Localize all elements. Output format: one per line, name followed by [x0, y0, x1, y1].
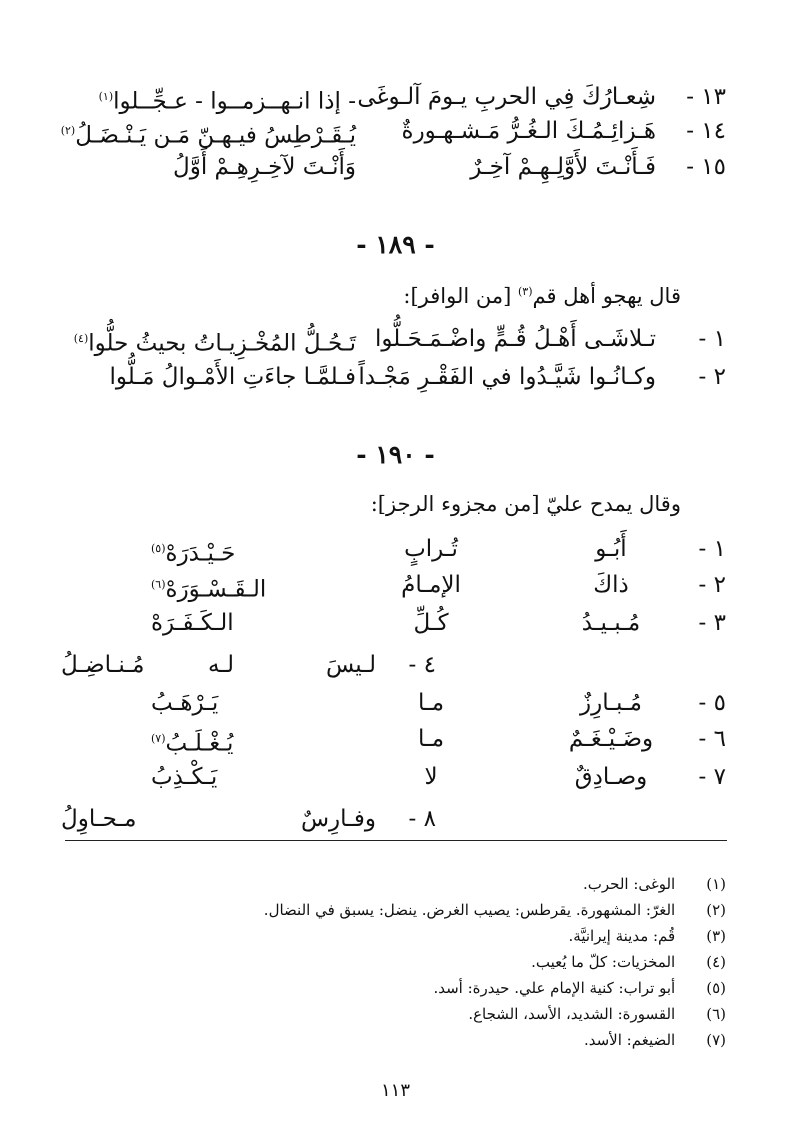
footnote-number: (٦)	[706, 1005, 726, 1023]
verse-hemistich-second	[46, 116, 356, 151]
poem-intro: وقال يمدح عليّ [من مجزوء الرجز]:	[370, 492, 681, 516]
footnote-separator	[65, 840, 727, 841]
verse-hemistich-first: شِعـارُكَ فِي الحربِ يـومَ آلـوغَى	[357, 84, 656, 110]
verse-hemistich-second: فـلمَّـا جاءَتِ الأَمْـوالُ مَـلُّوا	[109, 364, 356, 390]
verse-row	[61, 362, 726, 392]
footnote	[66, 872, 726, 896]
verse-hemistich-first: فَـأَنْـتَ لأَوَّلِـهِـمْ آخِـرٌ	[470, 154, 656, 180]
footnote-ref: (٤)	[73, 332, 89, 345]
verse-word-second: لا	[424, 764, 438, 790]
verse-word-third: الـكَـفَـرَهْ	[151, 610, 234, 636]
page-number: ١١٣	[380, 1080, 410, 1101]
footnote-ref: (٣)	[518, 285, 533, 298]
verse-row	[60, 116, 726, 149]
footnote-text: قُم: مدينة إيرانيَّة.	[568, 927, 676, 945]
verse-row	[61, 534, 726, 567]
verse-row	[61, 324, 726, 357]
footnote-number: (٢)	[706, 901, 726, 919]
footnote	[66, 924, 726, 948]
verse-word-first: مُـبـارِزٌ	[580, 690, 642, 716]
hemistich-text: تَـحُـلُّ المُخْـزِيـاتُ بحيثُ حلُّوا	[88, 330, 356, 357]
verse-word-second: مـا	[417, 690, 445, 716]
verse-word-first: أَبُـو	[595, 536, 627, 562]
verse-word-third	[151, 724, 311, 759]
verse-word-third: يَـكْـذِبُ	[151, 764, 218, 790]
verse-row	[61, 762, 726, 792]
footnote-text: أبو تراب: كنية الإمام علي. حيدرة: أسد.	[433, 979, 676, 997]
footnote-ref: (١)	[98, 90, 114, 103]
verse-number: ٨ -	[408, 806, 436, 832]
verse-number: ١ -	[698, 536, 726, 562]
footnote-number: (٥)	[706, 979, 726, 997]
verse-word-first: وصـادِقٌ	[574, 764, 648, 790]
footnote-number: (٣)	[706, 927, 726, 945]
verse-word-third: مـحـاوِلُ	[61, 806, 137, 832]
verse-number: ١ -	[698, 326, 726, 352]
footnote-text: الضيغم: الأسد.	[583, 1031, 676, 1049]
intro-text: قال يهجو أهل قم	[532, 284, 681, 308]
verse-word-first: وضَـيْـغَـمٌ	[568, 726, 654, 752]
verse-number: ١٤ -	[686, 118, 726, 144]
footnote-ref: (٦)	[151, 578, 166, 591]
footnote	[66, 1002, 726, 1026]
verse-row	[61, 724, 726, 757]
footnote-ref: (٥)	[151, 542, 166, 555]
meter-label: [من الوافر]:	[403, 284, 518, 308]
verse-row	[61, 608, 726, 638]
footnote	[66, 950, 726, 974]
verse-hemistich-second	[46, 324, 356, 359]
footnote-number: (٧)	[706, 1031, 726, 1049]
verse-row	[61, 82, 726, 115]
hemistich-text: - إذا انـهــزمــوا - عـجِّــلوا	[113, 88, 356, 115]
verse-hemistich-first: وكـانُـوا شَيَّـدُوا في الفَقْـرِ مَجْـداً	[358, 364, 656, 390]
footnote-text: القسورة: الشديد، الأسد، الشجاع.	[468, 1005, 676, 1023]
footnote	[66, 898, 726, 922]
verse-word-third: يَـرْهَـبُ	[151, 690, 219, 716]
footnote	[66, 1028, 726, 1052]
verse-word-second: تُـرابٍ	[404, 536, 458, 562]
word-text: يُـغْـلَـبُ	[165, 730, 234, 757]
verse-number: ٥ -	[698, 690, 726, 716]
footnote-text: الغرّ: المشهورة. يقرطس: يصيب الغرض. ينضل: يسبق في النضال.	[263, 901, 676, 919]
verse-number: ٣ -	[698, 610, 726, 636]
verse-word-first: وفـارِسٌ	[300, 806, 376, 832]
verse-hemistich-first: تـلاشَـى أَهْـلُ قُـمٍّ واضْـمَـحَـلُّوا	[375, 326, 656, 352]
verse-hemistich-first: هَـزائِـمُـكَ الـغُـرُّ مَـشـهـورةٌ	[401, 118, 656, 144]
footnote-ref: (٧)	[151, 732, 166, 745]
verse-word-second: لـه	[207, 652, 235, 678]
verse-word-third	[151, 534, 311, 569]
verse-hemistich-second	[46, 82, 356, 117]
verse-number: ٤ -	[408, 652, 436, 678]
verse-number: ٧ -	[698, 764, 726, 790]
verse-row	[61, 152, 726, 182]
poem-intro	[403, 284, 681, 308]
footnote-number: (٤)	[706, 953, 726, 971]
hemistich-text: يُـقَـرْطِسُ فيـهـنّ مَـن يَـنْـضَـلُ	[75, 122, 356, 149]
verse-number: ١٥ -	[686, 154, 726, 180]
verse-word-first: مُـبـيـدُ	[581, 610, 641, 636]
word-text: الـقَـسْـوَرَهْ	[165, 576, 267, 603]
verse-word-third: مُـنـاضِـلُ	[61, 652, 145, 678]
verse-hemistich-second: وَأَنْـتَ لآخِـرِهِـمْ أَوَّلُ	[173, 154, 356, 180]
footnote-ref: (٢)	[60, 124, 76, 137]
footnote-text: المخزيات: كلّ ما يُعيب.	[531, 953, 676, 971]
verse-number: ١٣ -	[686, 84, 726, 110]
poem-number-heading: - ١٩٠ -	[356, 440, 435, 469]
verse-row	[61, 650, 726, 680]
verse-number: ٦ -	[698, 726, 726, 752]
verse-word-first: ذاكَ	[593, 572, 629, 598]
verse-word-second: مـا	[417, 726, 445, 752]
word-text: حَـيْـدَرَهْ	[165, 540, 236, 567]
footnote	[66, 976, 726, 1000]
verse-word-second: الإمـامُ	[401, 572, 461, 598]
verse-row	[61, 688, 726, 718]
poem-number-heading: - ١٨٩ -	[356, 230, 435, 259]
verse-word-first: لـيسَ	[325, 652, 376, 678]
footnote-text: الوغى: الحرب.	[582, 875, 676, 893]
verse-word-third	[151, 570, 311, 605]
verse-number: ٢ -	[698, 572, 726, 598]
verse-row	[61, 570, 726, 603]
verse-number: ٢ -	[698, 364, 726, 390]
verse-row	[61, 804, 726, 834]
verse-word-second: كُـلِّ	[413, 610, 449, 636]
footnote-number: (١)	[706, 875, 726, 893]
